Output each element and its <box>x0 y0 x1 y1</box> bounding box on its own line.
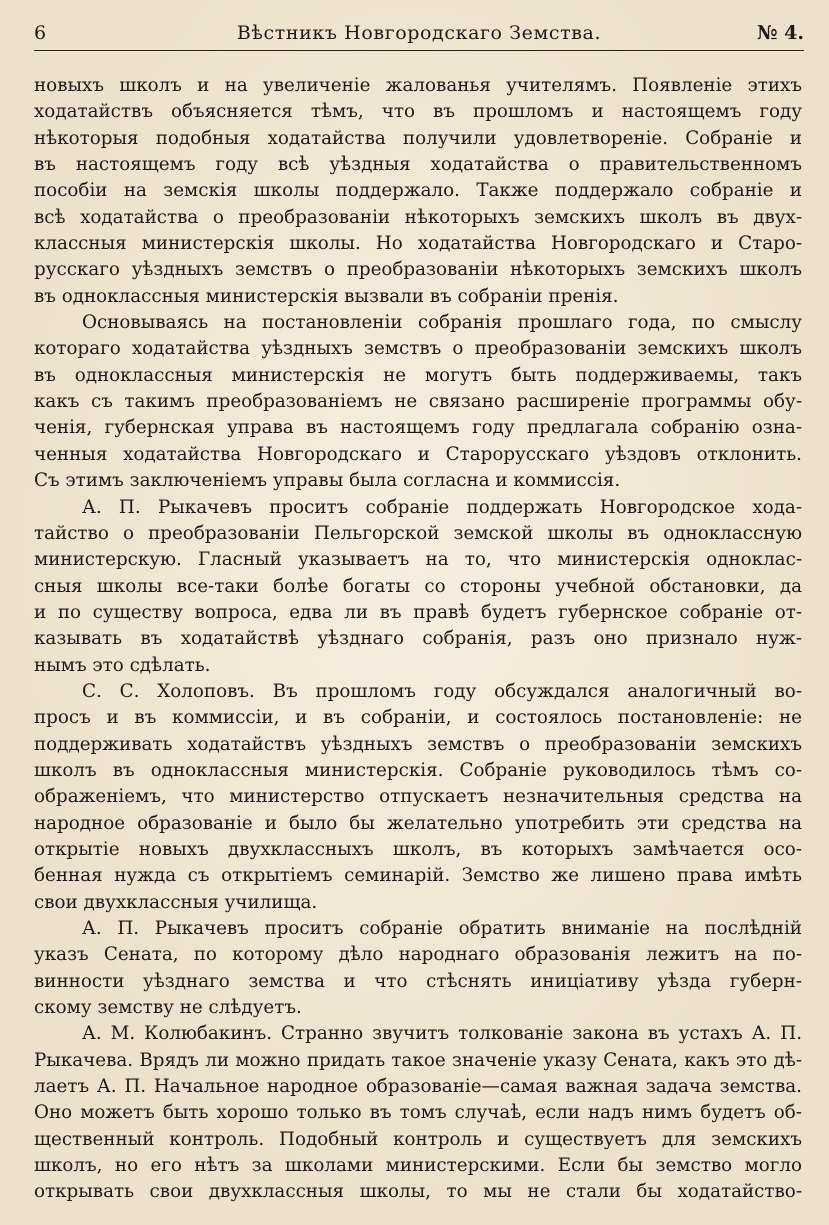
text-line: Рыкачева. Врядъ ли можно придать такое значеніе указу Сената, какъ это дѣ- <box>34 1049 802 1071</box>
text-line: винности уѣзднаго земства и что стѣснять иниціативу уѣзда губерн- <box>34 970 802 992</box>
text-line: новыхъ школъ и на увеличеніе жалованья учителямъ. Появленіе этихъ <box>34 75 802 96</box>
text-line: сныя школы все-таки болѣе богаты со стороны учебной обстановки, да <box>34 575 802 597</box>
text-line: просъ и въ коммиссіи, и въ собраніи, и состоялось постановленіе: не <box>34 707 802 729</box>
text-line: ображеніемъ, что министерство отпускаетъ незначительныя средства на <box>34 786 802 808</box>
text-line: народное образованіе и было бы желательно употребить эти средства на <box>34 812 802 834</box>
text-line: пособіи на земскія школы поддержало. Также поддержало собраніе и <box>34 180 802 202</box>
text-line: казывать въ ходатайствѣ уѣзднаго собранія, разъ оно признало нуж- <box>34 628 802 650</box>
text-line: школъ въ одноклассныя министерскія. Собраніе руководилось тѣмъ со- <box>34 759 802 781</box>
issue-number: № 4. <box>756 22 804 44</box>
text-line: ченія, губернская управа въ настоящемъ году предлагала собранію озна- <box>34 417 802 439</box>
text-line: котораго ходатайства уѣздныхъ земствъ о преобразованіи земскихъ школъ <box>34 338 802 360</box>
text-line: въ одноклассныя министерскія не могутъ быть поддерживаемы, такъ <box>34 364 802 386</box>
text-line: щественный контроль. Подобный контроль и существуетъ для земскихъ <box>34 1128 802 1150</box>
text-line: бенная нужда съ открытіемъ семинарій. Земство же лишено права имѣть <box>34 865 802 887</box>
text-line: школъ, но его нѣтъ за школами министерскими. Если бы земство могло <box>34 1155 802 1177</box>
text-line: какъ съ такимъ преобразованіемъ не связано расширеніе программы обу- <box>34 391 802 413</box>
text-line: С. С. Холоповъ. Въ прошломъ году обсуждался аналогичный во- <box>82 680 802 702</box>
text-line: классныя министерскія школы. Но ходатайства Новгородскаго и Старо- <box>34 233 802 255</box>
text-line: русскаго уѣздныхъ земствъ о преобразованіи нѣкоторыхъ земскихъ школъ <box>34 259 802 281</box>
text-line: тайство о преобразованіи Пельгорской земской школы въ одноклассную <box>34 522 802 544</box>
text-line: А. П. Рыкачевъ проситъ собраніе поддержать Новгородское хода- <box>82 496 802 518</box>
header-rule <box>34 50 804 51</box>
journal-title: Вѣстникъ Новгородскаго Земства. <box>236 22 602 44</box>
text-line: открытіе новыхъ двухклассныхъ школъ, въ которыхъ замѣчается осо- <box>34 838 802 860</box>
text-line: нымъ это сдѣлать. <box>34 654 211 676</box>
text-line: А. М. Колюбакинъ. Странно звучитъ толкованіе закона въ устахъ А. П. <box>82 1023 802 1045</box>
text-line: Основываясь на постановленіи собранія прошлаго года, по смыслу <box>82 312 802 334</box>
text-line: въ одноклассныя министерскія вызвали въ собраніи пренія. <box>34 285 619 307</box>
text-line: поддерживать ходатайствъ уѣздныхъ земствъ о преобразованіи земскихъ <box>34 733 802 755</box>
running-header <box>34 18 804 48</box>
text-line: открывать свои двухклассныя школы, то мы не стали бы ходатайство- <box>34 1181 802 1203</box>
text-line: всѣ ходатайства о преобразованіи нѣкоторыхъ земскихъ школъ въ двух- <box>34 206 802 228</box>
text-line: скому земству не слѣдуетъ. <box>34 997 302 1019</box>
text-line: Оно можетъ быть хорошо только въ томъ случаѣ, если надъ нимъ будетъ об- <box>34 1102 802 1124</box>
body-text <box>34 73 802 1206</box>
text-line: А. П. Рыкачевъ проситъ собраніе обратить вниманіе на послѣдній <box>82 918 802 939</box>
page-number: 6 <box>34 22 47 44</box>
text-line: нѣкоторыя подобныя ходатайства получили удовлетвореніе. Собраніе и <box>34 127 802 149</box>
text-line: и по существу вопроса, едва ли въ правѣ будетъ губернское собраніе от- <box>34 601 802 623</box>
text-line: ходатайствъ объясняется тѣмъ, что въ прошломъ и настоящемъ году <box>34 101 802 123</box>
text-line: министерскую. Гласный указываетъ на то, что министерскія одноклас- <box>34 549 802 571</box>
text-line: указъ Сената, по которому дѣло народнаго образованія лежитъ на по- <box>34 944 802 966</box>
text-line: Съ этимъ заключеніемъ управы была согласна и коммиссія. <box>34 470 621 492</box>
text-line: ченныя ходатайства Новгородскаго и Старорусскаго уѣздовъ отклонить. <box>34 443 802 465</box>
text-line: въ настоящемъ году всѣ уѣздныя ходатайства о правительственномъ <box>34 154 802 176</box>
text-line: лаетъ А. П. Начальное народное образованіе—самая важная задача земства. <box>34 1076 802 1098</box>
text-line: свои двухклассныя училища. <box>34 891 318 913</box>
